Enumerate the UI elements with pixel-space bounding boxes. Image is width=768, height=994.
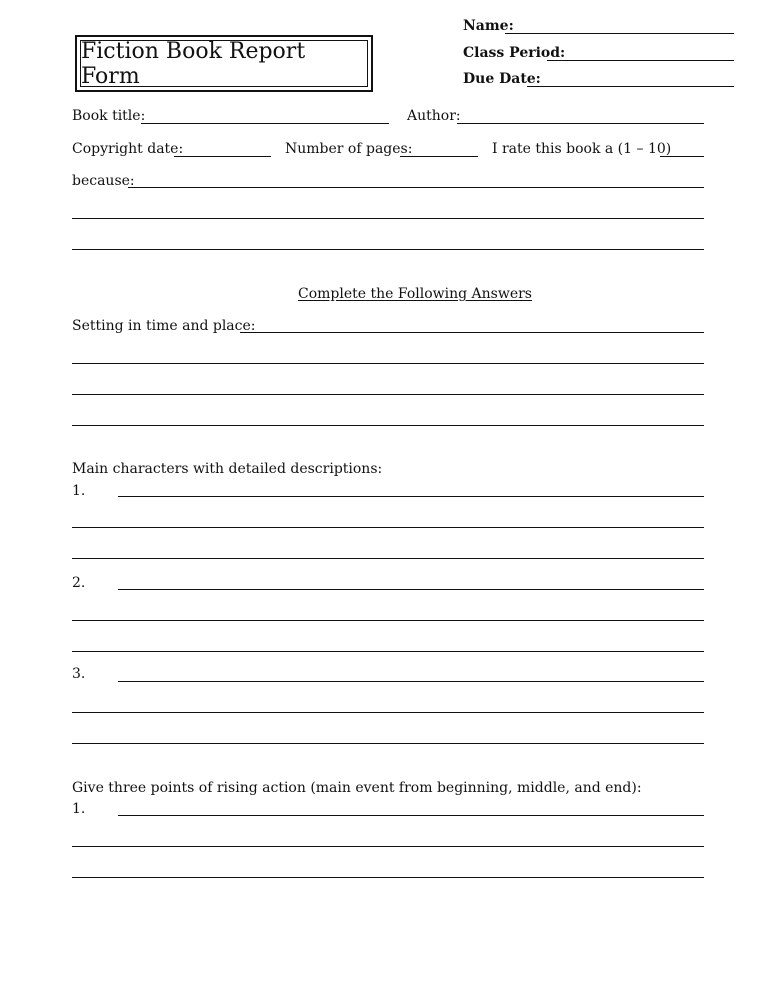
character-line[interactable] — [72, 620, 704, 621]
because-line[interactable] — [72, 218, 704, 219]
form-title-box — [75, 35, 373, 92]
rising-action-label: Give three points of rising action (main event from beginning, middle, and end): — [72, 780, 642, 796]
class-period-label: Class Period: — [463, 45, 566, 61]
due-date-label: Due Date: — [463, 71, 541, 87]
rising-action-line[interactable] — [72, 877, 704, 878]
character-line[interactable] — [118, 681, 704, 682]
author-label: Author: — [407, 108, 461, 124]
setting-line[interactable] — [240, 332, 704, 333]
because-label: because: — [72, 173, 135, 189]
character-number: 2. — [72, 575, 86, 591]
setting-label: Setting in time and place: — [72, 318, 256, 334]
setting-line[interactable] — [72, 394, 704, 395]
character-line[interactable] — [72, 558, 704, 559]
character-line[interactable] — [118, 496, 704, 497]
character-line[interactable] — [118, 589, 704, 590]
due-date-field[interactable] — [527, 86, 734, 87]
number-of-pages-label: Number of pages: — [285, 141, 413, 157]
character-number: 1. — [72, 483, 86, 499]
class-period-field[interactable] — [547, 60, 734, 61]
character-line[interactable] — [72, 651, 704, 652]
number-of-pages-field[interactable] — [400, 156, 478, 157]
form-title: Fiction Book Report Form — [80, 40, 368, 87]
author-field[interactable] — [457, 123, 704, 124]
characters-label: Main characters with detailed descriptions: — [72, 461, 383, 477]
setting-line[interactable] — [72, 363, 704, 364]
copyright-date-field[interactable] — [174, 156, 271, 157]
rising-action-line[interactable] — [72, 846, 704, 847]
rising-action-number: 1. — [72, 801, 86, 817]
name-field[interactable] — [505, 33, 734, 34]
setting-line[interactable] — [72, 425, 704, 426]
character-number: 3. — [72, 666, 86, 682]
name-label: Name: — [463, 18, 514, 34]
book-title-label: Book title: — [72, 108, 146, 124]
book-title-field[interactable] — [141, 123, 389, 124]
character-line[interactable] — [72, 743, 704, 744]
character-line[interactable] — [72, 712, 704, 713]
rating-field[interactable] — [660, 156, 704, 157]
section-title: Complete the Following Answers — [298, 286, 532, 302]
because-line[interactable] — [128, 187, 704, 188]
rising-action-line[interactable] — [118, 815, 704, 816]
because-line[interactable] — [72, 249, 704, 250]
copyright-date-label: Copyright date: — [72, 141, 184, 157]
character-line[interactable] — [72, 527, 704, 528]
rating-label: I rate this book a (1 – 10) — [492, 141, 672, 157]
